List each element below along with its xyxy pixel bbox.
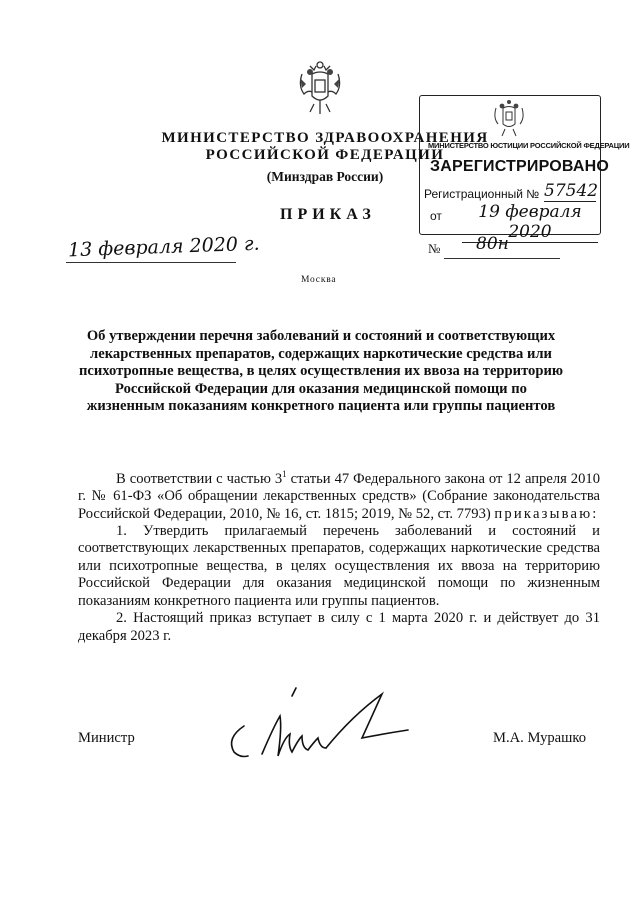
stamp-reg-number: 57542	[544, 181, 599, 201]
date-underline	[66, 262, 236, 263]
item-1-paragraph: 1. Утвердить прилагаемый перечень заболеваний и состояний и соответствующих лекарственных препаратов, содержащих наркотические средства или психотропные вещества, в целях осуществления их ввоза на территорию Российской Федерации для оказания медицинской помощи по жизненным показаниям конкретного пациента или группы пациентов.	[78, 523, 600, 609]
stamp-agency: МИНИСТЕРСТВО ЮСТИЦИИ РОССИЙСКОЙ ФЕДЕРАЦИИ	[428, 141, 630, 150]
document-type: ПРИКАЗ	[280, 206, 376, 223]
order-title: Об утверждении перечня заболеваний и состояний и соответствующих лекарственных препаратов, содержащих наркотические средства или психотропные вещества, в целях осуществления их ввоза на территорию Российской Федерации для оказания медицинской помощи по жизненным показаниям конкретного пациента или группы пациентов	[78, 328, 564, 415]
preamble-text-a: В соответствии с частью 3	[116, 470, 283, 487]
preamble-paragraph	[78, 466, 600, 523]
signer-name: М.А. Мурашко	[493, 730, 587, 746]
item-2-paragraph: 2. Настоящий приказ вступает в силу с 1 марта 2020 г. и действует до 31 декабря 2023 г.	[78, 610, 600, 644]
registration-stamp	[419, 95, 630, 242]
stamp-status: ЗАРЕГИСТРИРОВАНО	[430, 158, 610, 175]
number-underline	[444, 258, 560, 259]
order-number-label: №	[428, 241, 441, 256]
order-number: 80н	[476, 234, 509, 254]
stamp-reg-date: 19 февраля 2020	[462, 202, 598, 243]
order-date: 13 февраля 2020 г.	[67, 232, 260, 262]
ministry-short-name: (Минздрав России)	[266, 169, 384, 184]
handwritten-signature	[222, 676, 412, 786]
stamp-date-label: от	[430, 209, 442, 223]
ministry-name-line1: МИНИСТЕРСТВО ЗДРАВООХРАНЕНИЯ	[161, 130, 489, 146]
preamble-text-b: статьи 47 Федерального закона от 12 апреля 2010 г. № 61-ФЗ «Об обращении лекарственных средств» (Собрание законодательства Российской Федерации, 2010, № 16, ст. 1815; 2019, № 52, ст. 7793)	[78, 470, 600, 522]
ministry-name-line2: РОССИЙСКОЙ ФЕДЕРАЦИИ	[205, 147, 445, 163]
stamp-reg-label: Регистрационный №	[424, 187, 540, 201]
order-body	[78, 466, 600, 645]
stamp-coat-of-arms-icon	[492, 98, 526, 138]
preamble-superscript: 1	[282, 469, 287, 479]
order-city: Москва	[301, 275, 337, 285]
coat-of-arms-icon	[296, 60, 344, 116]
preamble-order-word: приказываю:	[494, 505, 599, 522]
signer-role: Министр	[78, 730, 135, 746]
